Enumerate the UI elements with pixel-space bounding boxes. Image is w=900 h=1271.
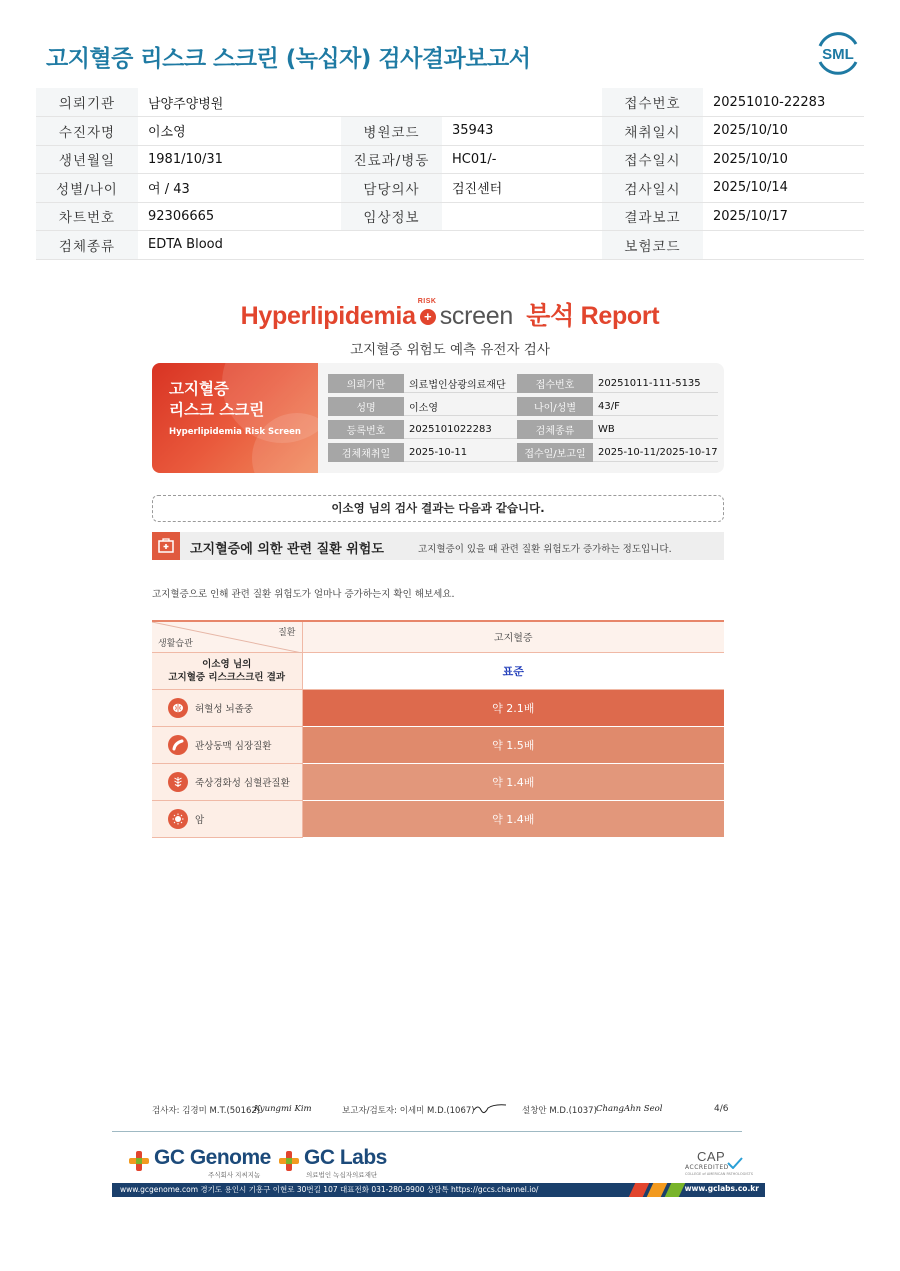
disease-name: 암	[195, 814, 205, 826]
info-label: 결과보고	[602, 202, 703, 231]
info-label: 진료과/병동	[341, 145, 442, 174]
result-label-2: 고지혈증 리스크스크린 결과	[168, 671, 286, 683]
card-row	[328, 397, 718, 416]
info-value: EDTA Blood	[138, 231, 341, 260]
info-value: 이소영	[138, 117, 341, 146]
risk-table	[152, 620, 724, 838]
sml-logo	[814, 30, 862, 76]
info-value: 20251010-22283	[703, 88, 864, 117]
info-label: 검사일시	[602, 174, 703, 203]
info-label: 접수번호	[602, 88, 703, 117]
risk-value: 약 1.5배	[302, 726, 724, 763]
info-label: 채취일시	[602, 117, 703, 146]
report-heading	[0, 296, 900, 358]
doctor-signature: ChangAhn Seol	[596, 1104, 663, 1114]
info-value: 2025/10/17	[703, 202, 864, 231]
section-bar	[152, 532, 724, 560]
disease-cell	[152, 772, 302, 792]
banner-title-1: 고지혈증	[169, 380, 229, 398]
info-empty	[341, 88, 442, 117]
info-value: HC01/-	[442, 145, 602, 174]
info-row	[36, 145, 864, 174]
info-empty	[442, 231, 602, 260]
medical-box-icon	[152, 532, 180, 560]
info-label: 임상정보	[341, 202, 442, 231]
info-row	[36, 117, 864, 146]
card-value: 2025101022283	[404, 420, 517, 439]
patient-card	[152, 363, 724, 473]
disease-cell	[152, 698, 302, 718]
info-label: 성별/나이	[36, 174, 138, 203]
disease-name: 관상동맥 심장질환	[195, 740, 272, 752]
risk-mark-icon: RISK +	[417, 298, 437, 324]
footer-bar	[112, 1183, 765, 1197]
card-value: 43/F	[593, 397, 718, 416]
card-value: 20251011-111-5135	[593, 374, 718, 393]
card-label: 등록번호	[328, 420, 404, 439]
artery-icon	[168, 772, 188, 792]
header-disease: 질환	[278, 628, 296, 638]
info-label: 병원코드	[341, 117, 442, 146]
sub-note: 고지혈증으로 인해 관련 질환 위험도가 얼마나 증가하는지 확인 해보세요.	[152, 589, 455, 600]
card-label: 검체종류	[517, 420, 593, 439]
info-value: 92306665	[138, 202, 341, 231]
result-row	[152, 652, 724, 689]
brand-subtitle: 고지혈증 위험도 예측 유전자 검사	[350, 342, 550, 358]
info-label: 검체종류	[36, 231, 138, 260]
section-title: 고지혈증에 의한 관련 질환 위험도	[190, 542, 384, 557]
info-label: 담당의사	[341, 174, 442, 203]
card-label: 의뢰기관	[328, 374, 404, 393]
footer-divider	[112, 1131, 742, 1132]
header-lifestyle: 생활습관	[158, 638, 193, 649]
card-value: 의료법인삼광의료재단	[404, 374, 517, 393]
info-label: 수진자명	[36, 117, 138, 146]
info-label: 생년월일	[36, 145, 138, 174]
reviewer: 보고자/검토자: 이세미 M.D.(1067)	[342, 1106, 475, 1116]
disease-name: 허혈성 뇌졸중	[195, 703, 254, 715]
info-value: 35943	[442, 117, 602, 146]
info-value: 여 / 43	[138, 174, 341, 203]
info-value	[442, 202, 602, 231]
result-label-1: 이소영 님의	[202, 658, 252, 670]
card-row	[328, 374, 718, 393]
card-label: 접수번호	[517, 374, 593, 393]
gc-plus-icon	[128, 1150, 150, 1172]
card-label: 접수일/보고일	[517, 443, 593, 462]
info-label: 의뢰기관	[36, 88, 138, 117]
result-value: 표준	[302, 652, 724, 689]
card-value: 이소영	[404, 397, 517, 416]
doctor: 설창안 M.D.(1037)	[522, 1106, 597, 1116]
disease-cell	[152, 809, 302, 829]
check-icon	[727, 1157, 743, 1169]
card-label: 나이/성별	[517, 397, 593, 416]
info-label: 보험코드	[602, 231, 703, 260]
info-value: 남양주양병원	[138, 88, 341, 117]
card-value: WB	[593, 420, 718, 439]
brand-right: 분석 Report	[526, 302, 660, 330]
page-number: 4/6	[714, 1104, 729, 1114]
info-empty	[442, 88, 602, 117]
card-grid	[328, 370, 718, 466]
banner-en: Hyperlipidemia Risk Screen	[169, 427, 301, 437]
section-desc: 고지혈증이 있을 때 관련 질환 위험도가 증가하는 정도입니다.	[418, 544, 672, 555]
report-title: 고지혈증 리스크 스크린 (녹십자) 검사결과보고서	[46, 46, 531, 72]
disease-name: 죽상경화성 심혈관질환	[195, 777, 290, 789]
info-label: 접수일시	[602, 145, 703, 174]
brand-screen: screen	[439, 302, 513, 330]
header-column: 고지혈증	[302, 621, 724, 652]
info-value: 2025/10/14	[703, 174, 864, 203]
info-row	[36, 88, 864, 117]
card-row	[328, 443, 718, 462]
card-value: 2025-10-11	[404, 443, 517, 462]
info-value	[703, 231, 864, 260]
info-value: 2025/10/10	[703, 145, 864, 174]
footer-contact: www.gcgenome.com 경기도 용인시 기흥구 이현로 30번길 107 대표전화 031-280-9900 상담톡 https://gccs.channel.io/	[120, 1185, 539, 1194]
brand-left: Hyperlipidemia	[240, 302, 416, 330]
brain-icon	[168, 698, 188, 718]
info-value: 1981/10/31	[138, 145, 341, 174]
svg-text:SML: SML	[822, 46, 854, 63]
info-row	[36, 174, 864, 203]
tester-signature: Kyungmi Kim	[254, 1104, 312, 1114]
info-row	[36, 202, 864, 231]
info-value: 2025/10/10	[703, 117, 864, 146]
info-label: 차트번호	[36, 202, 138, 231]
risk-table-header	[152, 621, 724, 652]
brand-title	[0, 296, 900, 332]
banner-title-2: 리스크 스크린	[169, 401, 265, 419]
risk-value: 약 1.4배	[302, 800, 724, 837]
card-banner	[152, 363, 318, 473]
info-row	[36, 231, 864, 260]
info-value: 검진센터	[442, 174, 602, 203]
risk-row	[152, 689, 724, 726]
card-label: 성명	[328, 397, 404, 416]
risk-row	[152, 763, 724, 800]
cancer-cell-icon	[168, 809, 188, 829]
risk-value: 약 2.1배	[302, 689, 724, 726]
gc-plus-icon	[278, 1150, 300, 1172]
vessel-icon	[168, 735, 188, 755]
card-value: 2025-10-11/2025-10-17	[593, 443, 718, 462]
card-label: 검체채취일	[328, 443, 404, 462]
risk-row	[152, 726, 724, 763]
card-row	[328, 420, 718, 439]
disease-cell	[152, 735, 302, 755]
risk-value: 약 1.4배	[302, 763, 724, 800]
info-empty	[341, 231, 442, 260]
footer-url: www.gclabs.co.kr	[684, 1184, 759, 1193]
patient-info-table	[36, 88, 864, 260]
result-banner: 이소영 님의 검사 결과는 다음과 같습니다.	[152, 495, 724, 522]
tester: 검사자: 김경미 M.T.(50162)	[152, 1106, 261, 1116]
reviewer-signature	[472, 1102, 508, 1114]
risk-row	[152, 800, 724, 837]
cap-accredited-logo: CAP ACCREDITED COLLEGE of AMERICAN PATHOLOGISTS	[685, 1149, 753, 1176]
